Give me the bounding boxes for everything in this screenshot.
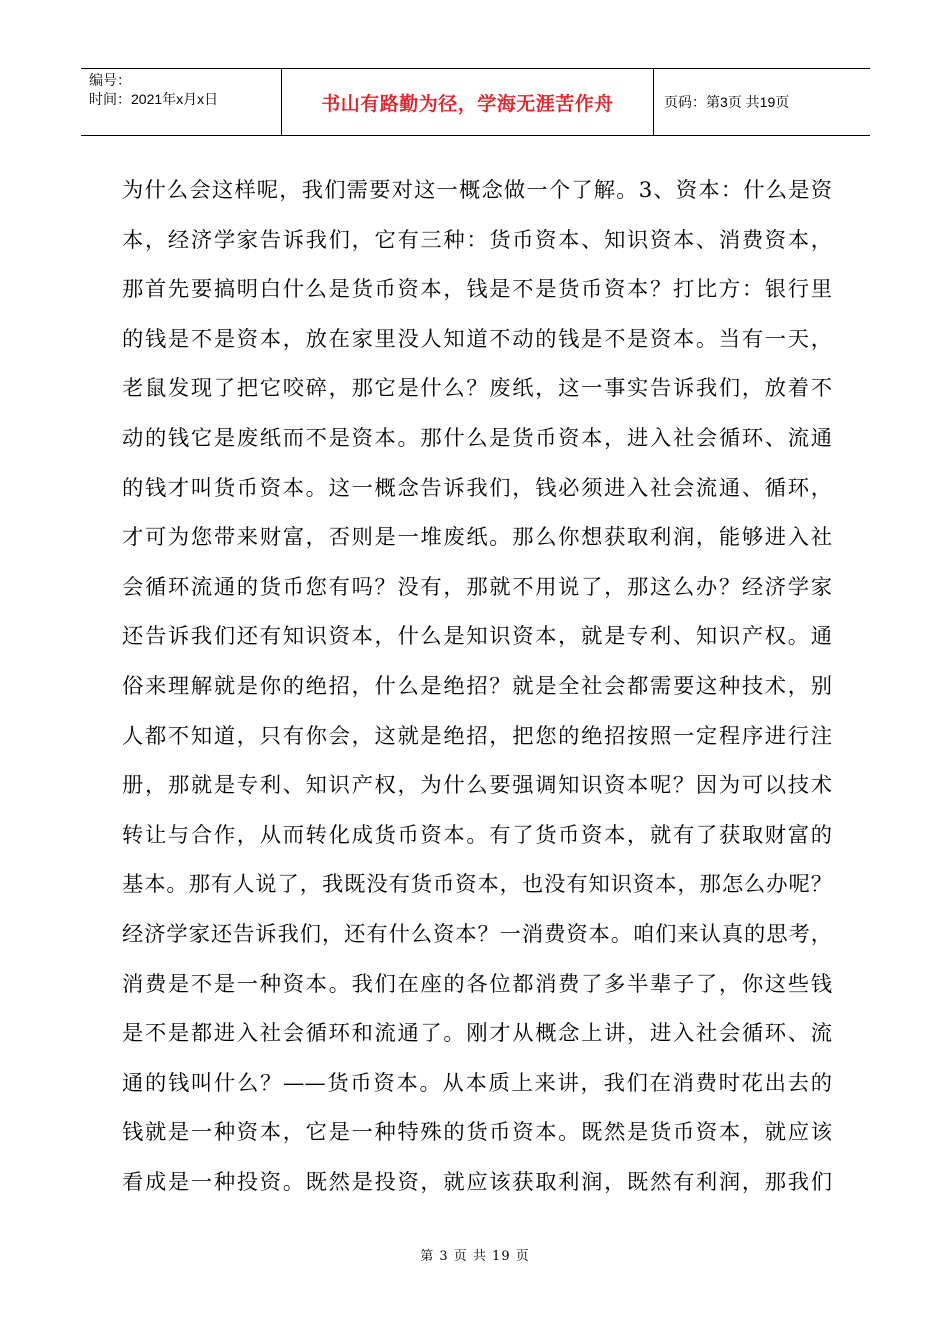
body-line: 基本。那有人说了，我既没有货币资本，也没有知识资本，那怎么办呢？ [122, 872, 832, 898]
body-line: 人都不知道，只有你会，这就是绝招，把您的绝招按照一定程序进行注 [122, 723, 832, 749]
body-line: 动的钱它是废纸而不是资本。那什么是货币资本，进入社会循环、流通 [122, 425, 832, 451]
body-line: 册，那就是专利、知识产权，为什么要强调知识资本呢？因为可以技术 [122, 773, 832, 799]
body-line: 还告诉我们还有知识资本，什么是知识资本，就是专利、知识产权。通 [122, 624, 832, 650]
header-motto: 书山有路勤为径，学海无涯苦作舟 [282, 69, 654, 135]
document-body [122, 166, 832, 1207]
header-page-info: 页码：第3页 共19页 [664, 94, 790, 110]
body-line: 通的钱叫什么？——货币资本。从本质上来讲，我们在消费时花出去的 [122, 1070, 832, 1096]
body-line: 看成是一种投资。既然是投资，就应该获取利润，既然有利润，那我们 [122, 1169, 832, 1195]
body-line: 钱就是一种资本，它是一种特殊的货币资本。既然是货币资本，就应该 [122, 1120, 832, 1146]
body-line: 才可为您带来财富，否则是一堆废纸。那么你想获取利润，能够进入社 [122, 525, 832, 551]
body-line: 的钱是不是资本，放在家里没人知道不动的钱是不是资本。当有一天， [122, 326, 832, 352]
body-line: 本，经济学家告诉我们，它有三种：货币资本、知识资本、消费资本， [122, 227, 832, 253]
header-meta [81, 69, 282, 135]
document-date-label: 时间：2021年x月x日 [89, 91, 219, 107]
body-line: 的钱才叫货币资本。这一概念告诉我们，钱必须进入社会流通、循环， [122, 475, 832, 501]
body-line: 是不是都进入社会循环和流通了。刚才从概念上讲，进入社会循环、流 [122, 1021, 832, 1047]
body-line: 老鼠发现了把它咬碎，那它是什么？废纸，这一事实告诉我们，放着不 [122, 376, 832, 402]
body-line: 那首先要搞明白什么是货币资本，钱是不是货币资本？打比方：银行里 [122, 277, 832, 303]
document-number-label: 编号： [89, 72, 131, 88]
body-line: 为什么会这样呢，我们需要对这一概念做一个了解。3、资本：什么是资 [122, 178, 832, 203]
page-footer: 第 3 页 共 19 页 [420, 1249, 530, 1264]
body-line: 消费是不是一种资本。我们在座的各位都消费了多半辈子了，你这些钱 [122, 971, 832, 997]
body-line: 转让与合作，从而转化成货币资本。有了货币资本，就有了获取财富的 [122, 822, 832, 848]
body-line: 会循环流通的货币您有吗？没有，那就不用说了，那这么办？经济学家 [122, 574, 832, 600]
body-line: 俗来理解就是你的绝招，什么是绝招？就是全社会都需要这种技术，别 [122, 673, 832, 699]
body-line: 经济学家还告诉我们，还有什么资本？一消费资本。咱们来认真的思考， [122, 921, 832, 947]
document-header [81, 68, 870, 136]
